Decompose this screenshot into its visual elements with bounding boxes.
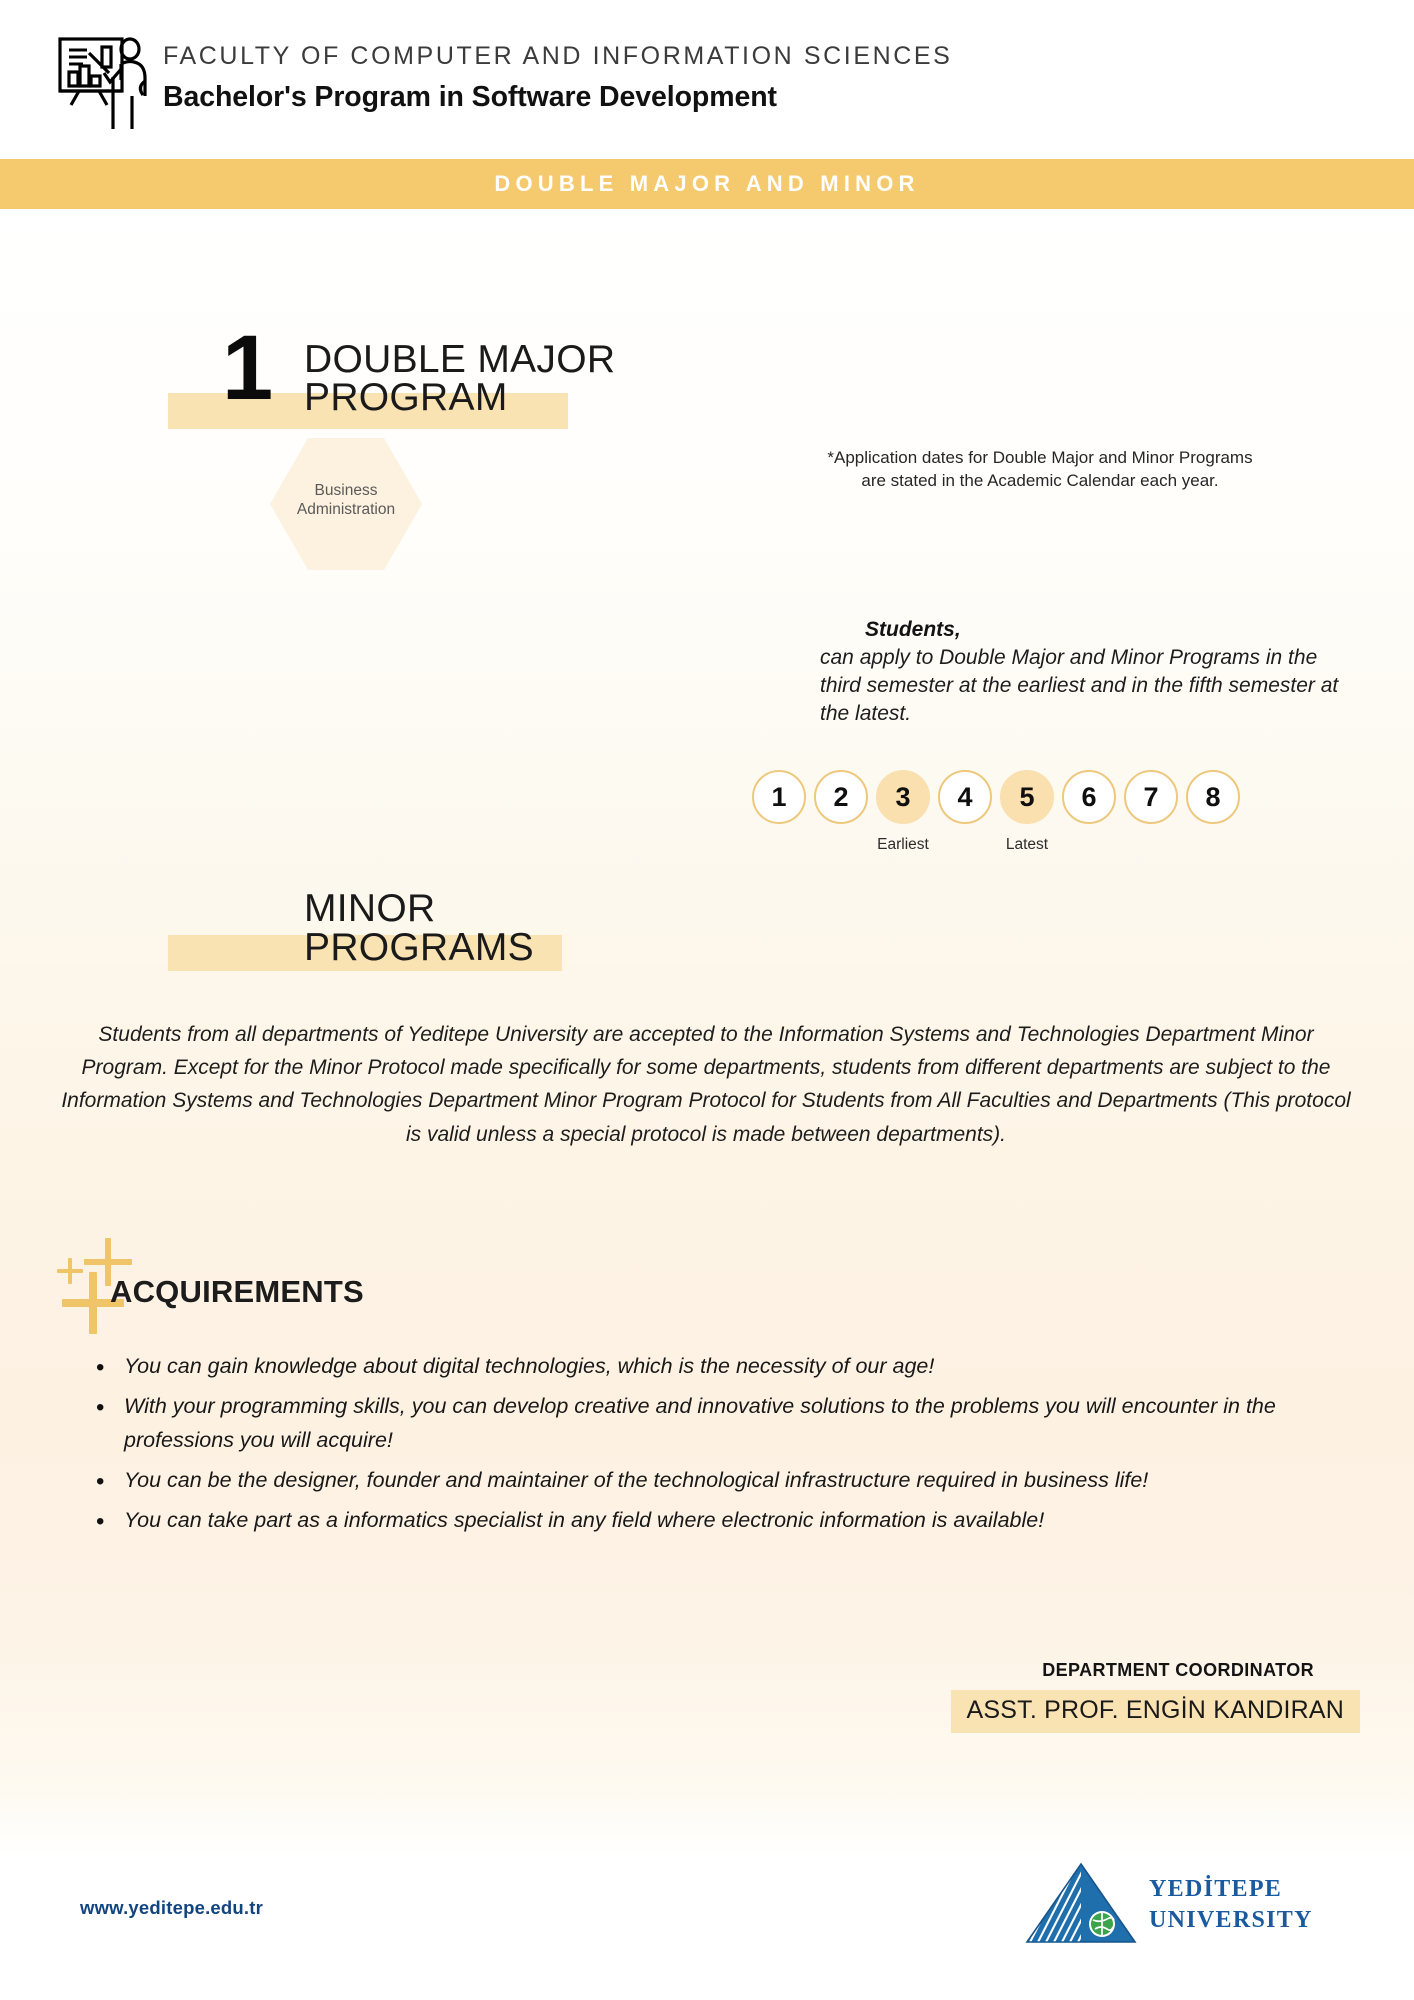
acquirements-header [50, 1250, 650, 1320]
semester-circle-5[interactable]: 5 [1000, 770, 1054, 824]
coordinator-label: DEPARTMENT COORDINATOR [1042, 1660, 1314, 1680]
students-note-title: Students, [865, 618, 961, 641]
yeditepe-triangle-globe-logo-icon [1025, 1862, 1137, 1944]
application-dates-note [760, 446, 1320, 493]
hexagon-label [270, 482, 422, 520]
acquirements-list [86, 1350, 1304, 1544]
banner-title: DOUBLE MAJOR AND MINOR [494, 171, 920, 196]
university-logo [1025, 1862, 1325, 1952]
students-note-body: can apply to Double Major and Minor Programs in the third semester at the earliest and in the fifth semester at the latest. [820, 646, 1339, 725]
section-title-line1: DOUBLE MAJOR [304, 338, 616, 381]
double-major-option-hexagon [270, 438, 422, 570]
section-title-line1: MINOR [304, 887, 436, 930]
note-line1: *Application dates for Double Major and Minor Programs [827, 448, 1253, 467]
university-logo-text [1149, 1874, 1313, 1935]
semester-item [1000, 770, 1054, 853]
section-number: 1 [222, 317, 270, 419]
department-coordinator [600, 1660, 1360, 1733]
section-title [304, 338, 616, 420]
semester-item [876, 770, 930, 853]
semester-circle-8[interactable]: 8 [1186, 770, 1240, 824]
semester-circle-6[interactable]: 6 [1062, 770, 1116, 824]
acquirements-title: ACQUIREMENTS [110, 1274, 364, 1309]
faculty-name: FACULTY OF COMPUTER AND INFORMATION SCIENCES [163, 42, 953, 70]
semester-item [1062, 770, 1116, 824]
semester-item [814, 770, 868, 824]
semester-item [1186, 770, 1240, 824]
header-text-block [163, 44, 952, 112]
presentation-board-person-icon [57, 33, 149, 133]
note-line2: are stated in the Academic Calendar each year. [861, 471, 1219, 491]
students-note [820, 618, 1340, 728]
program-name: Bachelor's Program in Software Development [163, 81, 777, 113]
section-title [304, 887, 534, 969]
semester-circle-4[interactable]: 4 [938, 770, 992, 824]
minor-programs-heading [0, 887, 1414, 980]
list-item: • You can gain knowledge about digital technologies, which is the necessity of our age! [124, 1350, 1304, 1384]
section-title-line2: PROGRAM [304, 376, 508, 420]
website-url[interactable]: www.yeditepe.edu.tr [80, 1897, 264, 1918]
hexagon-label-line2: Administration [296, 500, 396, 518]
hexagon-label-line1: Business [314, 482, 378, 499]
coordinator-name: ASST. PROF. ENGİN KANDIRAN [966, 1696, 1344, 1724]
minor-program-paragraph: Students from all departments of Yeditepe University are accepted to the Information Systems and Technologies Department Minor Program. Except for the Minor Protocol made specifically for some departments, students from different departments are subject to the Information Systems and Technologies Department Minor Program Protocol for Students from All Faculties and Departments (This protocol is valid unless a special protocol is made between departments). [61, 1023, 1351, 1146]
semester-circle-1[interactable]: 1 [752, 770, 806, 824]
list-item: • You can be the designer, founder and maintainer of the technological infrastructure required in business life! [124, 1464, 1304, 1498]
page-header [0, 0, 1414, 155]
section-banner [0, 159, 1414, 209]
semester-caption-latest: Latest [1005, 836, 1049, 853]
logo-line2: UNIVERSITY [1149, 1906, 1313, 1933]
double-major-heading [0, 317, 1414, 440]
logo-line1: YEDİTEPE [1149, 1876, 1283, 1902]
semester-circle-3[interactable]: 3 [876, 770, 930, 824]
semester-item [752, 770, 806, 824]
semester-circle-2[interactable]: 2 [814, 770, 868, 824]
list-item: • You can take part as a informatics specialist in any field where electronic information is available! [124, 1504, 1304, 1538]
semester-circle-7[interactable]: 7 [1124, 770, 1178, 824]
section-title-line2: PROGRAMS [304, 925, 534, 969]
semester-caption-earliest: Earliest [877, 836, 929, 853]
list-item: • With your programming skills, you can develop creative and innovative solutions to the problems you will encounter in the professions you will acquire! [124, 1390, 1304, 1458]
coordinator-name-highlight [951, 1690, 1361, 1733]
semester-timeline [752, 770, 1240, 853]
semester-item [1124, 770, 1178, 824]
semester-item [938, 770, 992, 824]
